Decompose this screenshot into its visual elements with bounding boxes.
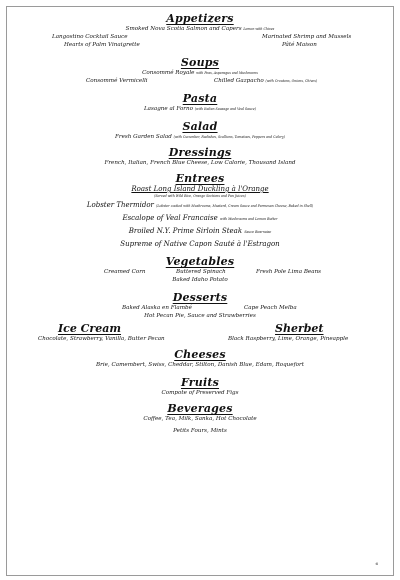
vegetable-lima: Fresh Pole Lima Beans <box>256 269 322 275</box>
soup-item <box>0 69 400 77</box>
entree-item <box>0 225 400 238</box>
pasta-heading: Pasta <box>182 92 218 105</box>
page-number: 6 <box>375 561 378 566</box>
appetizer-row <box>0 41 400 49</box>
entree-veal-note: with Mushrooms and Lemon Butter <box>219 217 278 221</box>
soup-consomme-royale-note: with Peas, Asparagus and Mushrooms <box>196 71 258 75</box>
entree-duckling-note: (Served with Wild Rice, Orange Sections and Pan Juices) <box>154 194 246 198</box>
salad-item <box>0 133 400 141</box>
entree-steak: Broiled N.Y. Prime Sirloin Steak <box>128 227 243 235</box>
entree-item <box>0 185 400 194</box>
vegetables-heading: Vegetables <box>165 255 235 268</box>
fruits-heading: Fruits <box>180 376 220 389</box>
sherbet-heading: Sherbet <box>275 322 324 335</box>
salad-garden-note: (with Cucumber, Radishes, Scallions, Tomatoes, Peppers and Celery) <box>173 135 285 139</box>
dressings-list: French, Italian, French Blue Cheese, Low Calorie, Thousand Island <box>104 160 296 166</box>
soup-row <box>0 77 400 85</box>
appetizer-row <box>0 33 400 41</box>
menu-body <box>0 12 400 435</box>
dessert-row <box>0 304 400 312</box>
desserts-heading: Desserts <box>172 291 228 304</box>
dessert-alaska: Baked Alaska en Flambé <box>122 305 192 311</box>
fruits-figs: Compote of Preserved Figs <box>161 390 239 396</box>
beverages-list: Coffee, Tea, Milk, Sanka, Hot Chocolate <box>143 416 257 422</box>
dessert-pie: Hot Pecan Pie, Sauce and Strawberries <box>144 313 256 319</box>
beverages-footer: Petits Fours, Mints <box>173 428 227 434</box>
appetizer-palm: Hearts of Palm Vinaigrette <box>64 42 140 48</box>
icecream-list: Chocolate, Strawberry, Vanilla, Butter Pecan <box>38 336 165 342</box>
entree-item <box>0 238 400 250</box>
cheeses-heading: Cheeses <box>174 348 226 361</box>
entree-duckling: Roast Long Island Duckling à l'Orange <box>131 185 269 193</box>
salad-heading: Salad <box>182 120 218 133</box>
vegetable-row <box>0 268 400 276</box>
entree-item <box>0 199 400 212</box>
appetizer-item <box>0 25 400 33</box>
appetizer-salmon: Smoked Nova Scotia Salmon and Capers <box>125 26 242 32</box>
cheeses-list: Brie, Camembert, Swiss, Cheddar, Stilton, Danish Blue, Edam, Roquefort <box>96 362 304 368</box>
appetizer-pate: Pâté Maison <box>282 42 317 48</box>
soup-consomme-royale: Consommé Royale <box>142 70 195 76</box>
entree-steak-note: Sauce Bearnaise <box>244 230 272 234</box>
soups-heading: Soups <box>180 56 220 69</box>
vegetable-potato: Baked Idaho Potato <box>172 277 228 283</box>
soup-vermicelli: Consommé Vermicelli <box>86 78 148 84</box>
vegetable-corn: Creamed Corn <box>104 269 146 275</box>
dressings-heading: Dressings <box>168 146 232 159</box>
salad-garden: Fresh Garden Salad <box>115 134 172 140</box>
entrees-heading: Entrees <box>175 172 225 185</box>
icecream-sherbet-heads <box>0 322 400 335</box>
appetizer-salmon-note: Lemon with Chives <box>243 27 275 31</box>
entree-item <box>0 212 400 225</box>
entree-lobster: Lobster Thermidor <box>86 201 154 209</box>
icecream-sherbet-row <box>0 335 400 343</box>
appetizer-langostino: Langostino Cocktail Sauce <box>52 34 128 40</box>
icecream-heading: Ice Cream <box>58 322 121 335</box>
soup-gazpacho-name: Chilled Gazpacho <box>214 78 264 84</box>
pasta-lasagne: Lasagne al Forno <box>143 106 193 112</box>
appetizer-shrimp: Marinated Shrimp and Mussels <box>262 34 352 40</box>
appetizers-heading: Appetizers <box>166 12 234 25</box>
entree-capon: Supreme of Native Capon Sauté à l'Estragon <box>120 240 280 248</box>
dessert-melba: Cape Peach Melba <box>244 305 297 311</box>
vegetable-spinach: Buttered Spinach <box>176 269 226 275</box>
entree-lobster-note: (Lobster cooked with Mushrooms, Mustard, Cream Sauce and Parmesan Cheese, Baked in Shell) <box>156 204 314 208</box>
sherbet-list: Black Raspberry, Lime, Orange, Pineapple <box>228 336 349 342</box>
entree-veal: Escalope of Veal Francaise <box>122 214 218 222</box>
beverages-heading: Beverages <box>167 402 233 415</box>
soup-gazpacho <box>214 77 317 85</box>
pasta-item <box>0 105 400 113</box>
pasta-lasagne-note: (with Italian Sausage and Veal Sauce) <box>194 107 257 111</box>
soup-gazpacho-note: (with Croutons, Onions, Chives) <box>265 79 318 83</box>
